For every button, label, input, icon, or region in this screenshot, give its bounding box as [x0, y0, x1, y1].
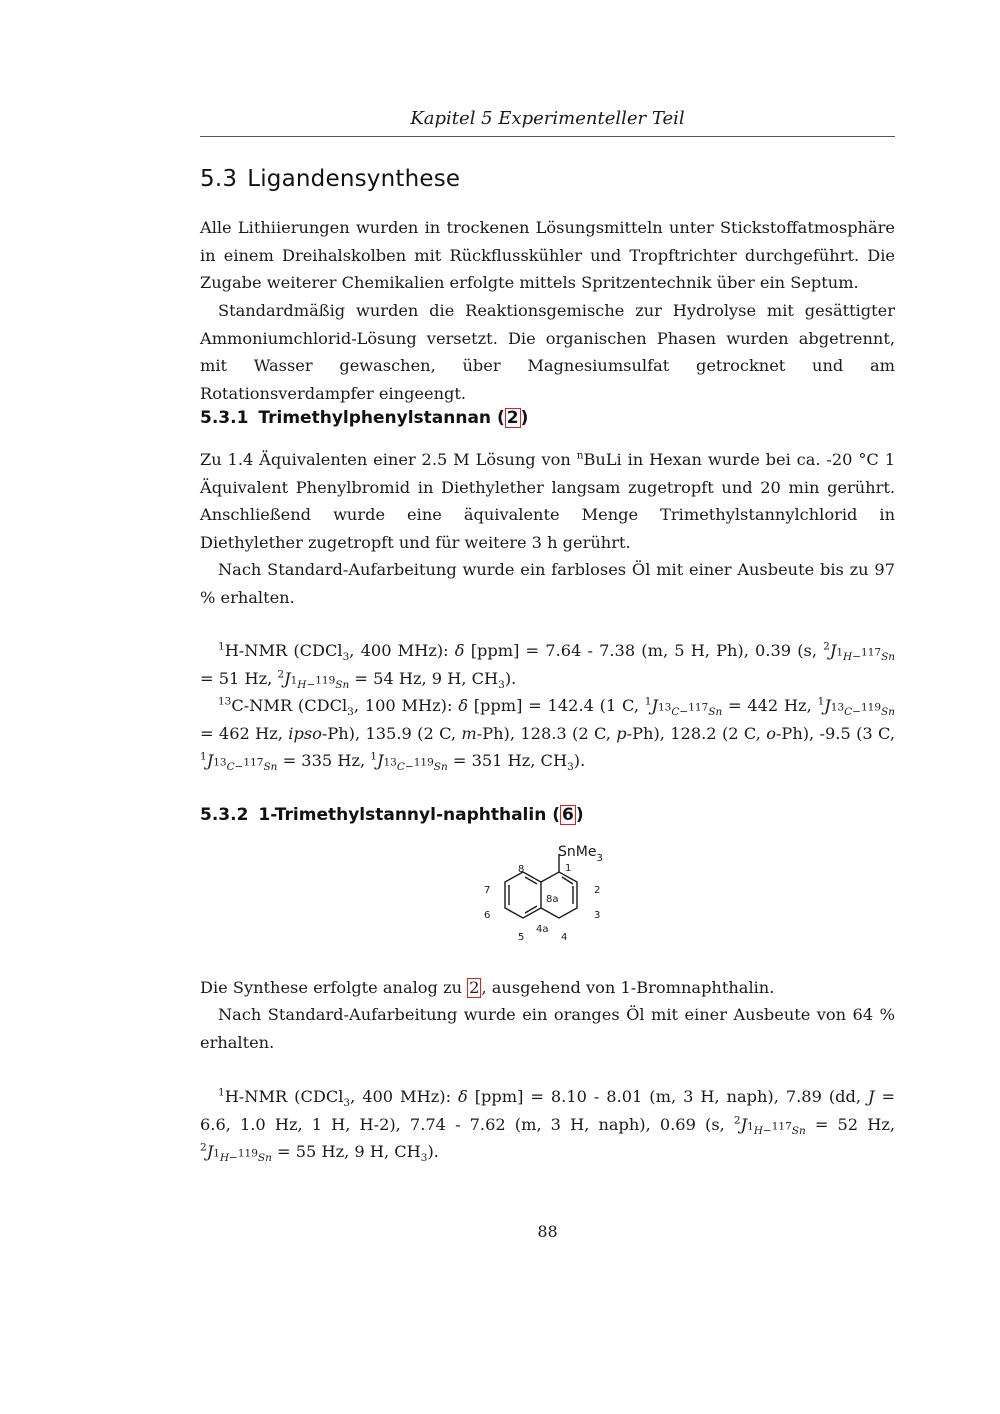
- atom-label: 8: [518, 864, 525, 875]
- superscript: n: [576, 449, 584, 462]
- text-run: , ausgehend von 1-Bromnaphthalin.: [481, 978, 775, 997]
- section-number: 5.3.2: [200, 805, 249, 825]
- section-heading-5-3: [200, 166, 460, 192]
- naphthalene-structure: [478, 840, 628, 950]
- compound-ref-link[interactable]: 6: [562, 805, 574, 825]
- substituent-label: SnMe$_3$: [558, 844, 603, 864]
- text-run: Zu 1.4 Äquivalenten einer 2.5 M Lösung von: [200, 450, 577, 469]
- text-run: BuLi in Hexan wurde bei ca. -20 °C 1 Äquivalent Phenylbromid in Diethylether langsam zugetropft und 20 min gerührt. Anschließend wurde eine äquivalente Menge Trimethylstannylchlorid in Diethylether zugetropft und für weitere 3 h gerührt.: [200, 450, 895, 552]
- paragraph-standard: Standardmäßig wurden die Reaktionsgemische zur Hydrolyse mit gesättigter Ammoniumchlorid-Lösung versetzt. Die organischen Phasen wurden abgetrennt, mit Wasser gewaschen, über Magnesiumsulfat getrocknet und am Rotationsverdampfer eingeengt.: [200, 301, 895, 403]
- atom-label: 3: [594, 910, 601, 921]
- page-number: 88: [537, 1222, 558, 1241]
- compound-ref-link[interactable]: 2: [469, 978, 480, 997]
- paragraph-synthesis-6: [200, 974, 895, 1002]
- section-number: 5.3.1: [200, 408, 249, 428]
- paragraph-lithiierungen: Alle Lithiierungen wurden in trockenen Lösungsmitteln unter Stickstoffatmosphäre in einem Dreihalskolben mit Rückflusskühler und Tropftrichter durchgeführt. Die Zugabe weiterer Chemikalien erfolgte mittels Spritzentechnik über ein Septum.: [200, 218, 895, 292]
- running-head: Kapitel 5 Experimenteller Teil: [410, 108, 685, 129]
- atom-label: 2: [594, 885, 601, 896]
- section-number: 5.3: [200, 166, 238, 192]
- paragraph-yield-6: Nach Standard-Aufarbeitung wurde ein oranges Öl mit einer Ausbeute von 64 % erhalten.: [200, 1005, 895, 1052]
- atom-label: 1: [565, 863, 572, 874]
- section-heading-5-3-2: 5.3.2 1-Trimethylstannyl-naphthalin ( 6 ): [200, 805, 584, 825]
- nmr-13c-compound-2: $^{13}$C-NMR (CDCl$_3$, 100 MHz): δ [ppm] = 142.4 (1 C, $^1J_{^{13}C-^{117}Sn} = 442$ Hz, $^1J_{^{13}C-^{119}Sn} = 462$ Hz, ipso-Ph), 135.9 (2 C, m-Ph), 128.3 (2 C, p-Ph), 128.2 (2 C, o-Ph), -9.5 (3 C, $^1J_{^{13}C-^{117}Sn} = 335$ Hz, $^1J_{^{13}C-^{119}Sn} = 351$ Hz, $CH_3$).: [200, 695, 896, 774]
- atom-label: 5: [518, 932, 525, 943]
- text-run: Die Synthese erfolgte analog zu: [200, 978, 468, 997]
- compound-ref-link[interactable]: 2: [506, 408, 519, 428]
- nmr-1h-compound-2: $^1$H-NMR (CDCl$_3$, 400 MHz): δ [ppm] = 7.64 - 7.38 (m, 5 H, Ph), 0.39 (s, $^2J_{^1H-^{117}Sn} = 51$ Hz, $^2J_{^1H-^{119}Sn} = 54$ Hz, 9 H, $CH_3$).: [200, 640, 896, 691]
- atom-label: 6: [484, 910, 491, 921]
- header-rule: [200, 136, 895, 137]
- section-title: Trimethylphenylstannan: [258, 408, 492, 428]
- section-title: 1-Trimethylstannyl-naphthalin: [258, 805, 547, 825]
- section-heading-5-3-1: 5.3.1 Trimethylphenylstannan ( 2 ): [200, 408, 529, 428]
- atom-label: 8a: [546, 894, 559, 905]
- paragraph-synthesis-2: [200, 446, 895, 556]
- paragraph-yield-2: Nach Standard-Aufarbeitung wurde ein farbloses Öl mit einer Ausbeute bis zu 97 % erhalten.: [200, 560, 895, 607]
- section-title: Ligandensynthese: [247, 166, 461, 192]
- nmr-1h-compound-6: $^1$H-NMR (CDCl$_3$, 400 MHz): δ [ppm] = 8.10 - 8.01 (m, 3 H, naph), 7.89 (dd, J = 6.6, 1.0 Hz, 1 H, H-2), 7.74 - 7.62 (m, 3 H, naph), 0.69 (s, $^2J_{^1H-^{117}Sn} = 52$ Hz, $^2J_{^1H-^{119}Sn} = 55$ Hz, 9 H, $CH_3$).: [200, 1086, 896, 1165]
- atom-label: 4: [561, 932, 568, 943]
- atom-label: 4a: [536, 924, 549, 935]
- atom-label: 7: [484, 885, 491, 896]
